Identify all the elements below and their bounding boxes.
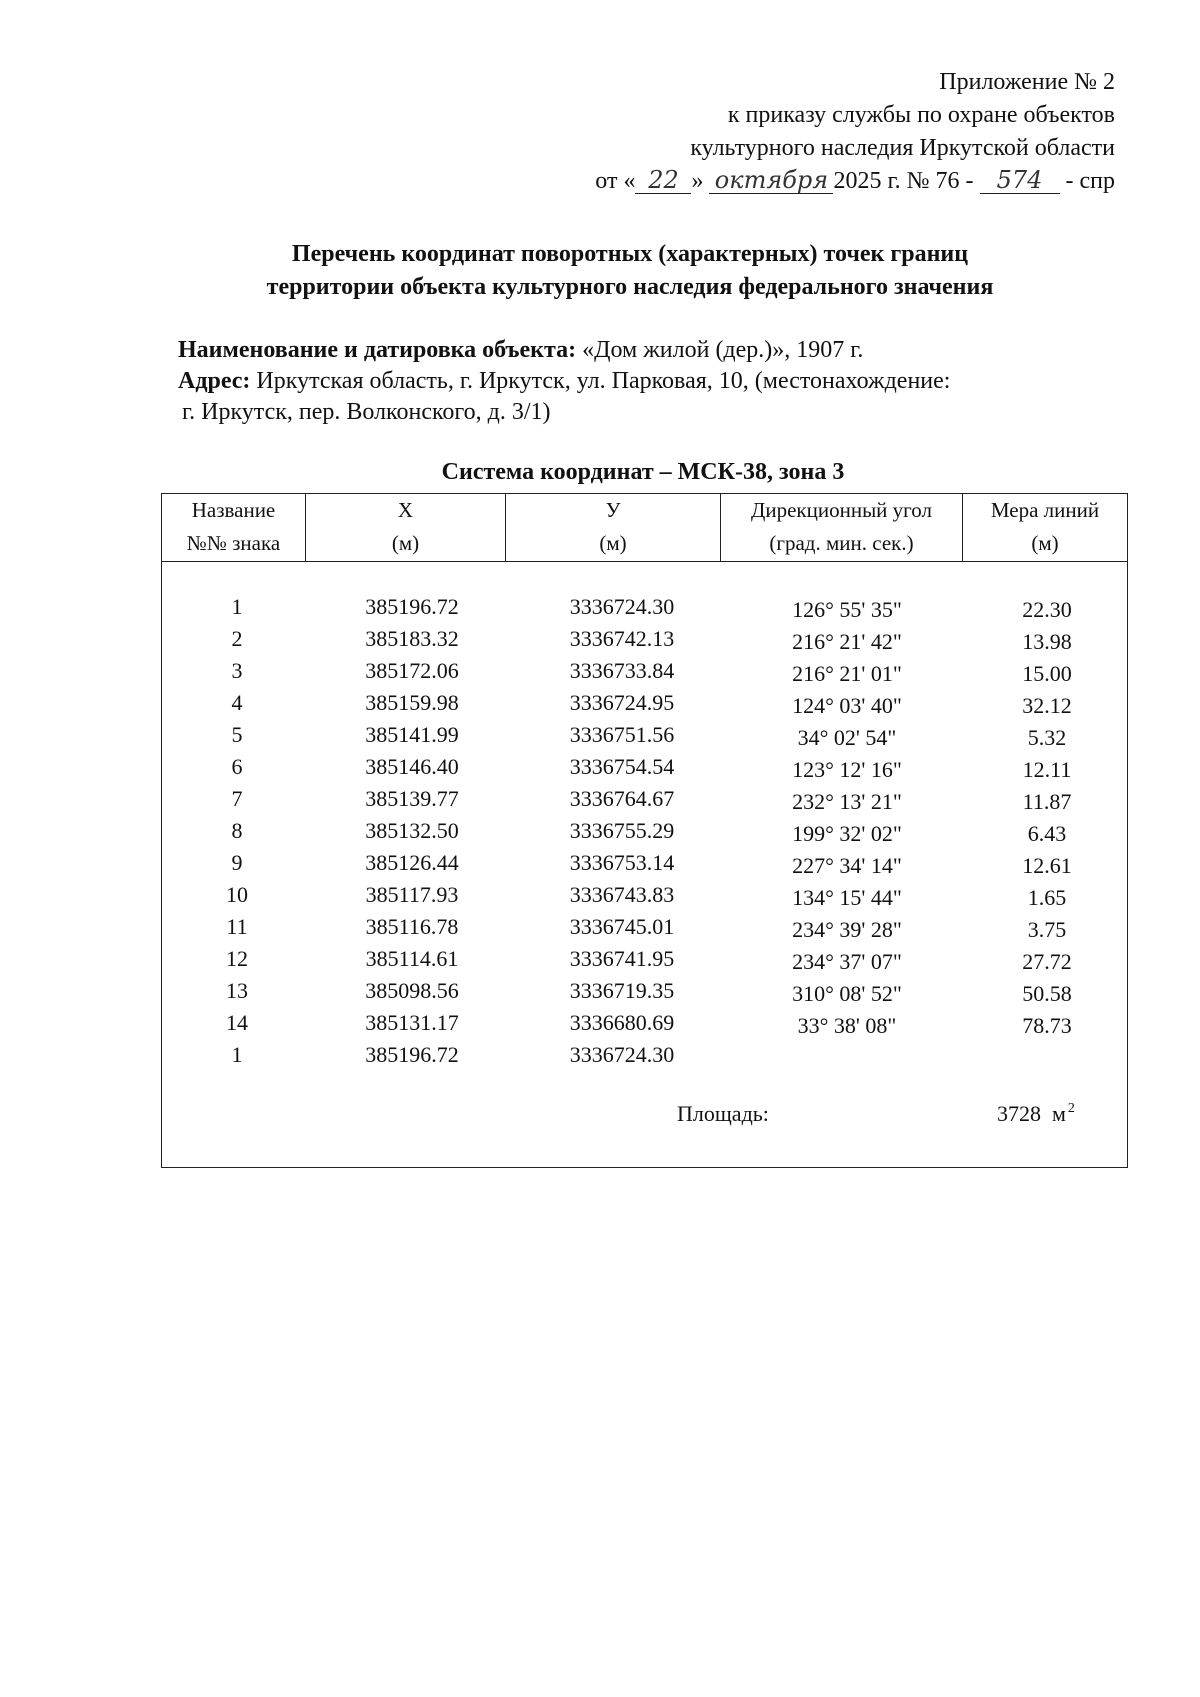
table-row: 14 385131.17 3336680.69 33° 38' 08" 78.73 [226, 1010, 1072, 1038]
coordinate-system-title: Система координат – МСК-38, зона 3 [441, 459, 845, 485]
title-line-1: Перечень координат поворотных (характерных) точек границ [291, 241, 969, 267]
object-name-label: Наименование и датировка объекта: [178, 337, 577, 363]
table-body [162, 591, 1127, 1071]
title-line-2: территории объекта культурного наследия федерального значения [266, 274, 994, 300]
year-and-order-prefix: 2025 г. № 76 - [833, 168, 974, 194]
table-row: 3 385172.06 3336733.84 216° 21' 01" 15.00 [231, 658, 1072, 686]
table-header [162, 494, 1127, 562]
order-reference-line2: культурного наследия Иркутской области [690, 135, 1115, 161]
table-row: 1 385196.72 3336724.30 126° 55' 35" 22.30 [231, 594, 1072, 622]
quote-close: » [691, 168, 704, 194]
handwritten-month: октября [709, 167, 833, 194]
table-row: 10 385117.93 3336743.83 134° 15' 44" 1.65 [226, 882, 1067, 910]
table-row: 7 385139.77 3336764.67 232° 13' 21" 11.87 [231, 786, 1072, 814]
header-direction-angle: Дирекционный угол (град. мин. сек.) [720, 494, 962, 561]
table-row: 1 385196.72 3336724.30 [231, 1042, 675, 1067]
document-title [170, 238, 1090, 304]
header-point-name: Название №№ знака [186, 498, 281, 555]
object-name-value: «Дом жилой (дер.)», 1907 г. [582, 337, 864, 363]
table-row: 13 385098.56 3336719.35 310° 08' 52" 50.58 [226, 978, 1072, 1006]
handwritten-order-number: 574 [980, 167, 1060, 194]
table-row: 8 385132.50 3336755.29 199° 32' 02" 6.43 [231, 818, 1067, 846]
handwritten-day: 22 [635, 167, 691, 194]
table-row: 6 385146.40 3336754.54 123° 12' 16" 12.11 [231, 754, 1072, 782]
order-reference-line1: к приказу службы по охране объектов [727, 102, 1115, 128]
object-info [178, 335, 1138, 428]
header-line-length: Мера линий (м) [962, 494, 1127, 561]
table-row: 4 385159.98 3336724.95 124° 03' 40" 32.12 [231, 690, 1072, 718]
coordinates-table [161, 493, 1128, 1168]
order-date-line [595, 165, 1115, 198]
table-row: 11 385116.78 3336745.01 234° 39' 28" 3.75 [226, 914, 1067, 942]
object-name-line [178, 335, 1138, 366]
table-row: 2 385183.32 3336742.13 216° 21' 42" 13.98 [231, 626, 1072, 654]
appendix-header [595, 66, 1115, 198]
object-address-line [178, 366, 1138, 428]
area-label: Площадь: [677, 1101, 769, 1126]
object-address-value: Иркутская область, г. Иркутск, ул. Парковая, 10, (местонахождение: [256, 368, 951, 394]
header-x: X (м) [305, 494, 505, 561]
date-prefix: от « [595, 168, 636, 194]
table-row: 12 385114.61 3336741.95 234° 37' 07" 27.72 [226, 946, 1072, 974]
object-address-label: Адрес: [178, 368, 251, 394]
table-row: 9 385126.44 3336753.14 227° 34' 14" 12.61 [231, 850, 1072, 878]
header-y: У (м) [505, 494, 720, 561]
area-value: 3728 м $^2$ [997, 1101, 1075, 1126]
object-address-value-cont: г. Иркутск, пер. Волконского, д. 3/1) [182, 399, 551, 425]
table-row: 5 385141.99 3336751.56 34° 02' 54" 5.32 [231, 722, 1067, 750]
appendix-number: Приложение № 2 [939, 69, 1115, 95]
order-suffix: - спр [1065, 168, 1115, 194]
